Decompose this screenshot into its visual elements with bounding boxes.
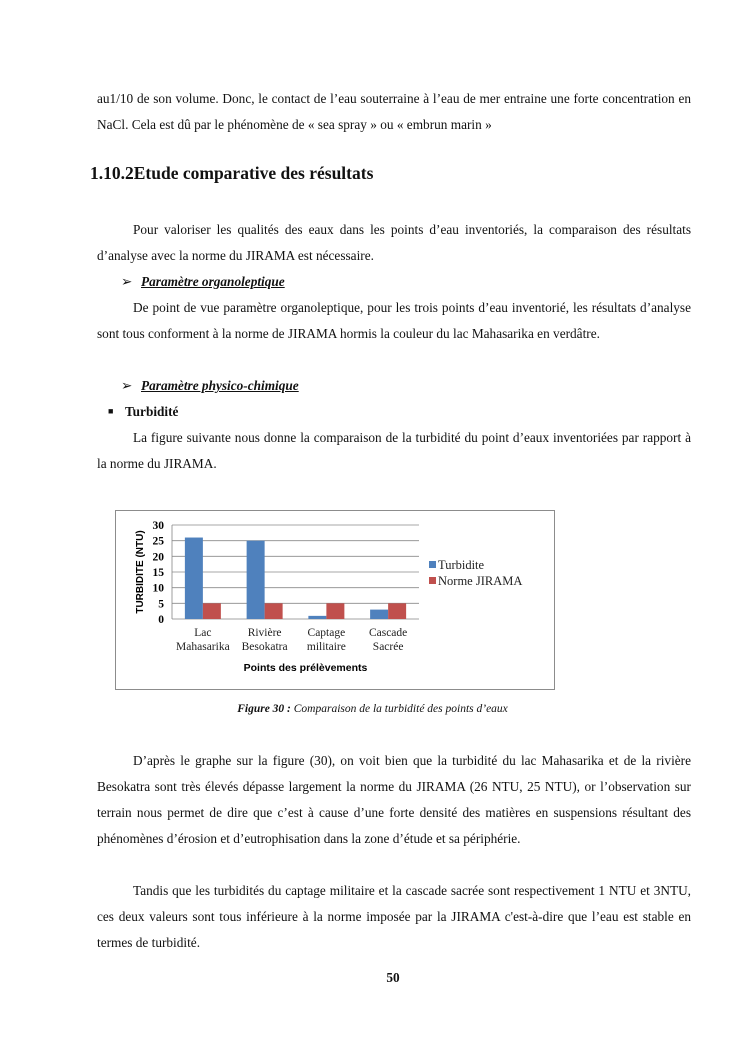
paragraph-3: La figure suivante nous donne la comparaison de la turbidité du point d’eaux inventoriées par rapport à la norme du JIRAMA. (97, 430, 691, 471)
y-tick-label: 20 (152, 551, 164, 564)
x-axis-title: Points des prélèvements (243, 662, 368, 674)
paragraph-2: De point de vue paramètre organoleptique, pour les trois points d’eau inventorié, les résultats d’analyse sont tous conforment à la norme de JIRAMA hormis la couleur du lac Mahasarika en verdâtre. (97, 300, 691, 341)
section-heading: 1.10.2Etude comparative des résultats (90, 163, 374, 183)
turbidity-chart (115, 510, 555, 690)
bullet-label: Paramètre physico-chimique (141, 378, 299, 393)
legend-label: Turbidite (438, 558, 485, 572)
y-tick-label: 10 (152, 582, 164, 595)
x-tick-label: Cascade (368, 627, 408, 639)
y-tick-label: 25 (152, 535, 164, 548)
x-tick-label: Rivière (247, 627, 282, 639)
bullet-label: Turbidité (125, 404, 179, 419)
intro-paragraph: au1/10 de son volume. Donc, le contact de l’eau souterraine à l’eau de mer entraine une forte concentration en NaCl. Cela est dû par le phénomène de « sea spray » ou « embrun marin » (97, 91, 691, 132)
legend-swatch (429, 577, 436, 584)
x-tick-label: Mahasarika (176, 641, 230, 653)
paragraph-5: Tandis que les turbidités du captage militaire et la cascade sacrée sont respectivement 1 NTU et 3NTU, ces deux valeurs sont tous inférieure à la norme imposée par la JIRAMA c'est-à-dire que l’eau est stable en termes de turbidité. (97, 883, 691, 950)
arrow-bullet-icon: ➢ (121, 274, 133, 289)
y-tick-label: 15 (152, 567, 164, 579)
legend-label: Norme JIRAMA (438, 574, 523, 588)
bar-turbidite (247, 541, 265, 619)
bar-norme-jirama (388, 603, 406, 619)
legend-swatch (429, 561, 436, 568)
bullet-turbidite (108, 401, 178, 422)
bullet-organoleptique (121, 272, 285, 292)
bar-turbidite (185, 538, 203, 619)
caption-text: Comparaison de la turbidité des points d’eaux (290, 703, 508, 715)
bar-norme-jirama (265, 603, 283, 619)
x-tick-label: Captage (307, 627, 346, 639)
x-tick-label: Sacrée (372, 641, 404, 653)
x-tick-label: Lac (194, 627, 212, 639)
bar-turbidite (370, 610, 388, 619)
turbidity-chart-svg (116, 511, 554, 689)
paragraph-1: Pour valoriser les qualités des eaux dans les points d’eau inventoriés, la comparaison des résultats d’analyse avec la norme du JIRAMA est nécessaire. (97, 222, 691, 263)
bullet-physico-chimique (121, 376, 299, 396)
x-tick-label: Besokatra (241, 641, 288, 653)
caption-label: Figure 30 : (237, 703, 291, 715)
arrow-bullet-icon: ➢ (121, 378, 133, 393)
bar-norme-jirama (326, 603, 344, 619)
page-number: 50 (386, 970, 400, 985)
bar-turbidite (308, 616, 326, 619)
y-tick-label: 5 (158, 598, 164, 611)
figure-caption (0, 703, 745, 715)
x-tick-label: militaire (306, 641, 346, 653)
y-axis-title: TURBIDITE (NTU) (135, 530, 146, 614)
y-tick-label: 30 (152, 520, 164, 532)
square-bullet-icon: ■ (108, 406, 114, 416)
bar-norme-jirama (203, 603, 221, 619)
paragraph-4: D’après le graphe sur la figure (30), on voit bien que la turbidité du lac Mahasarika et de la rivière Besokatra sont très élevés dépasse largement la norme du JIRAMA (26 NTU, 25 NTU), or l’observation sur terrain nous permet de dire que c’est à cause d’une forte densité des matières en suspensions résultant des phénomènes d’érosion et d’eutrophisation dans la zone d’étude et sa périphérie. (97, 753, 691, 846)
y-tick-label: 0 (158, 614, 164, 626)
bullet-label: Paramètre organoleptique (141, 274, 285, 289)
